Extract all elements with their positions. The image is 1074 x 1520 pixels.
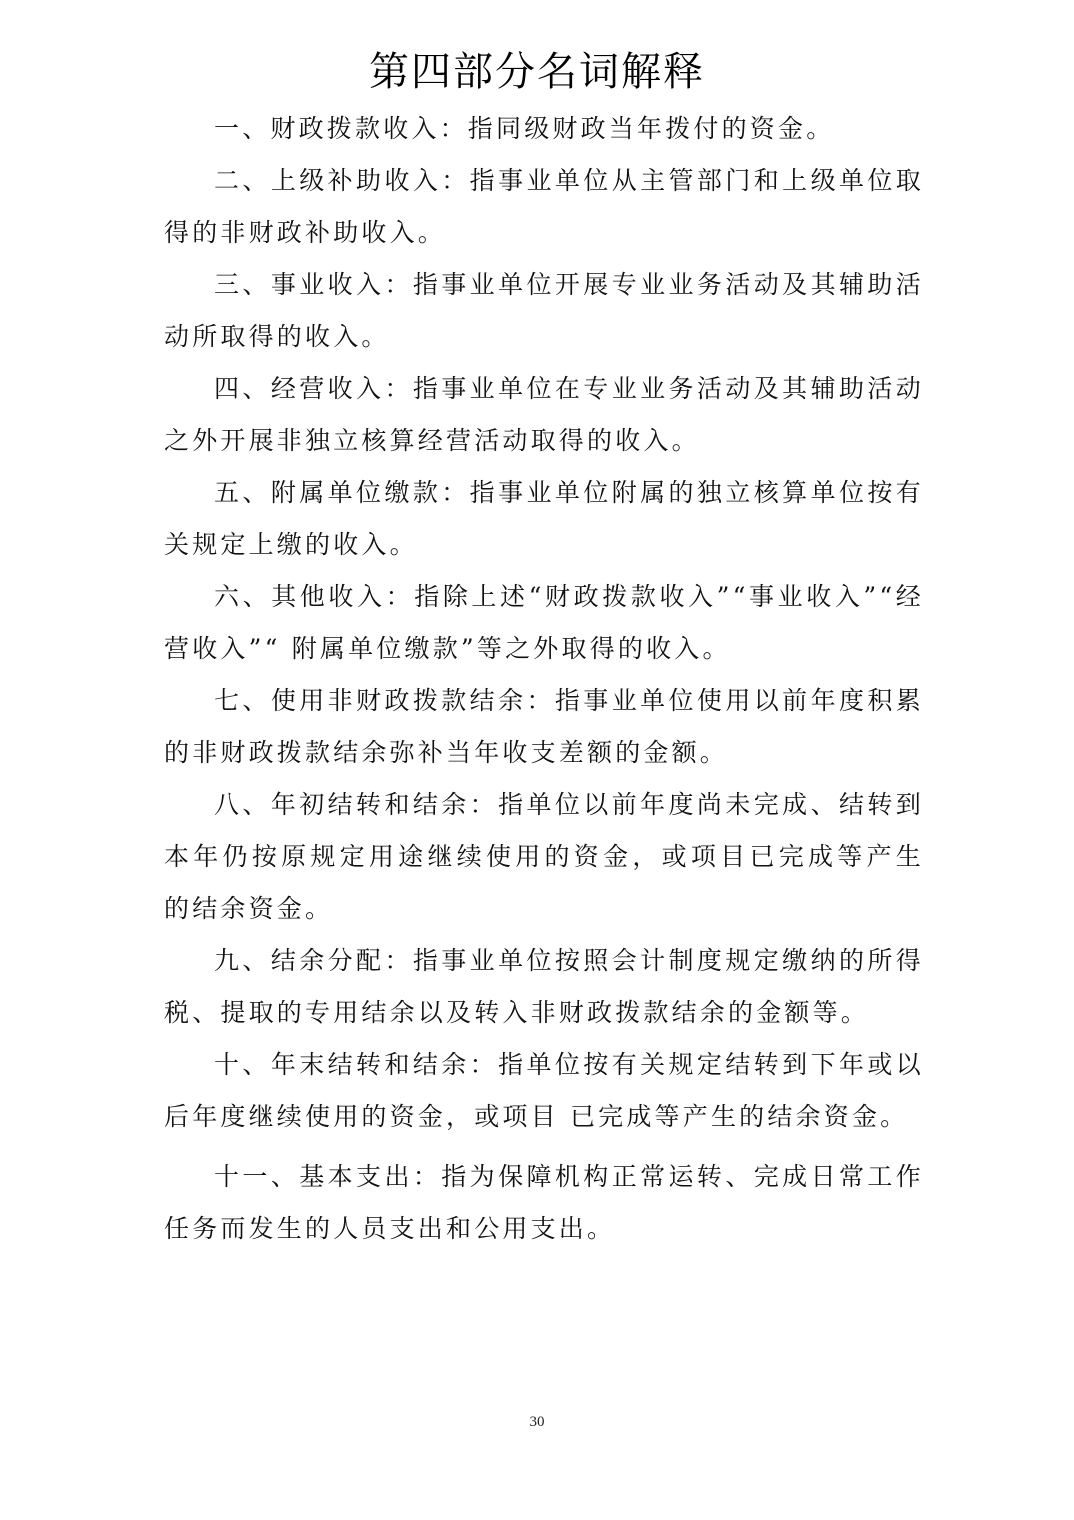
definition-paragraph-6: 六、其他收入：指除上述“财政拨款收入”“事业收入”“经营收入”“ 附属单位缴款”等之外取得的收入。 bbox=[164, 582, 924, 663]
definition-paragraph-11: 十一、基本支出：指为保障机构正常运转、完成日常工作任务而发生的人员支出和公用支出。 bbox=[164, 1162, 924, 1243]
definition-paragraph-8: 八、年初结转和结余：指单位以前年度尚未完成、结转到本年仍按原规定用途继续使用的资金，或项目已完成等产生的结余资金。 bbox=[164, 790, 924, 923]
page-title: 第四部分名词解释 bbox=[369, 49, 705, 95]
definition-paragraph-7: 七、使用非财政拨款结余：指事业单位使用以前年度积累的非财政拨款结余弥补当年收支差额的金额。 bbox=[164, 686, 924, 767]
definition-paragraph-4: 四、经营收入：指事业单位在专业业务活动及其辅助活动之外开展非独立核算经营活动取得的收入。 bbox=[164, 374, 924, 455]
definitions-body bbox=[164, 103, 924, 1255]
definition-paragraph-2: 二、上级补助收入：指事业单位从主管部门和上级单位取得的非财政补助收入。 bbox=[164, 166, 924, 247]
definition-paragraph-1: 一、财政拨款收入：指同级财政当年拨付的资金。 bbox=[214, 114, 835, 143]
definition-paragraph-9: 九、结余分配：指事业单位按照会计制度规定缴纳的所得税、提取的专用结余以及转入非财政拨款结余的金额等。 bbox=[164, 946, 924, 1027]
definition-paragraph-10: 十、年末结转和结余：指单位按有关规定结转到下年或以后年度继续使用的资金，或项目 已完成等产生的结余资金。 bbox=[164, 1050, 924, 1131]
definition-paragraph-5: 五、附属单位缴款：指事业单位附属的独立核算单位按有关规定上缴的收入。 bbox=[164, 478, 924, 559]
definition-paragraph-3: 三、事业收入：指事业单位开展专业业务活动及其辅助活动所取得的收入。 bbox=[164, 270, 924, 351]
page-number: 30 bbox=[529, 1414, 545, 1430]
